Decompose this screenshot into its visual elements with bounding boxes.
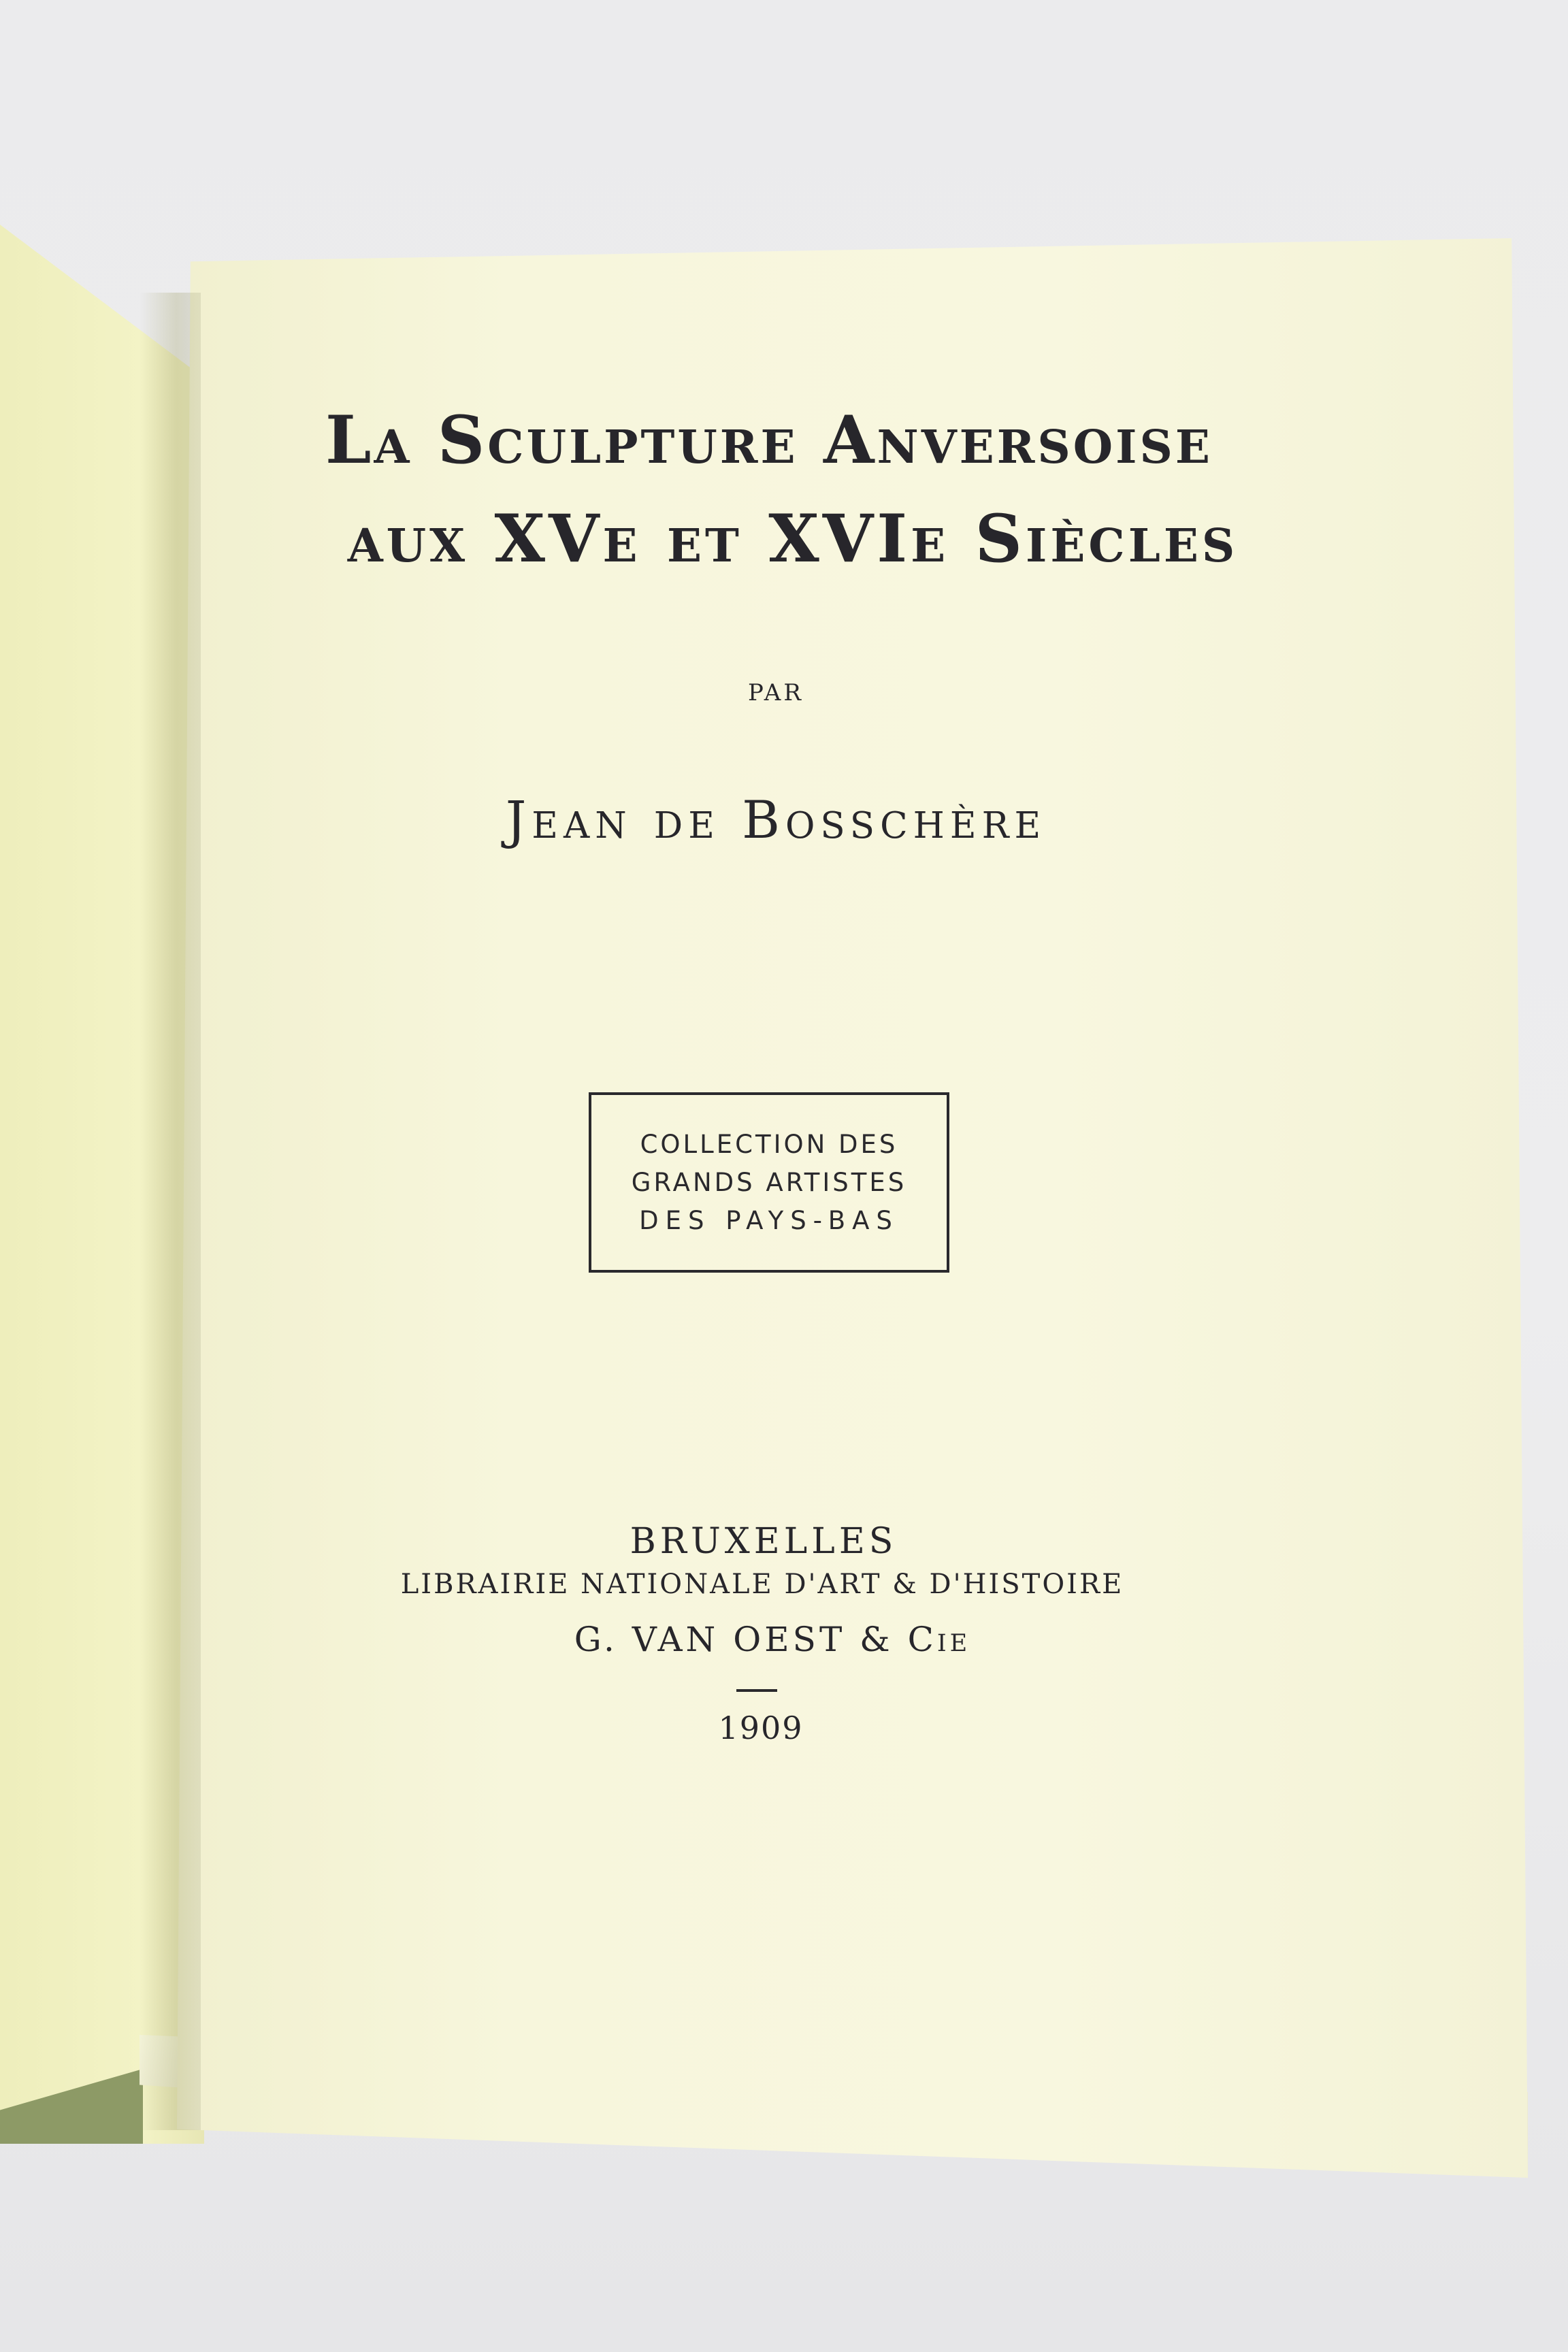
imprint-firm: G. VAN OEST & Cie: [574, 1620, 971, 1659]
collection-line-1: COLLECTION DES: [640, 1129, 898, 1159]
imprint-year: 1909: [718, 1710, 804, 1746]
title-line-2: aux XVe et XVIe Siècles: [347, 500, 1239, 577]
collection-line-2: GRANDS ARTISTES: [631, 1167, 907, 1197]
collection-box: [589, 1092, 949, 1273]
imprint-publisher: LIBRAIRIE NATIONALE D'ART & D'HISTOIRE: [400, 1569, 1124, 1600]
title-line-1: La Sculpture Anversoise: [325, 402, 1213, 478]
collection-line-3: DES PAYS-BAS: [639, 1205, 899, 1235]
book-gutter: [140, 293, 201, 2130]
by-label: par: [748, 670, 804, 708]
imprint-city: BRUXELLES: [630, 1521, 898, 1562]
author-name: Jean de Bosschère: [505, 789, 1047, 850]
imprint-divider: [736, 1689, 777, 1692]
